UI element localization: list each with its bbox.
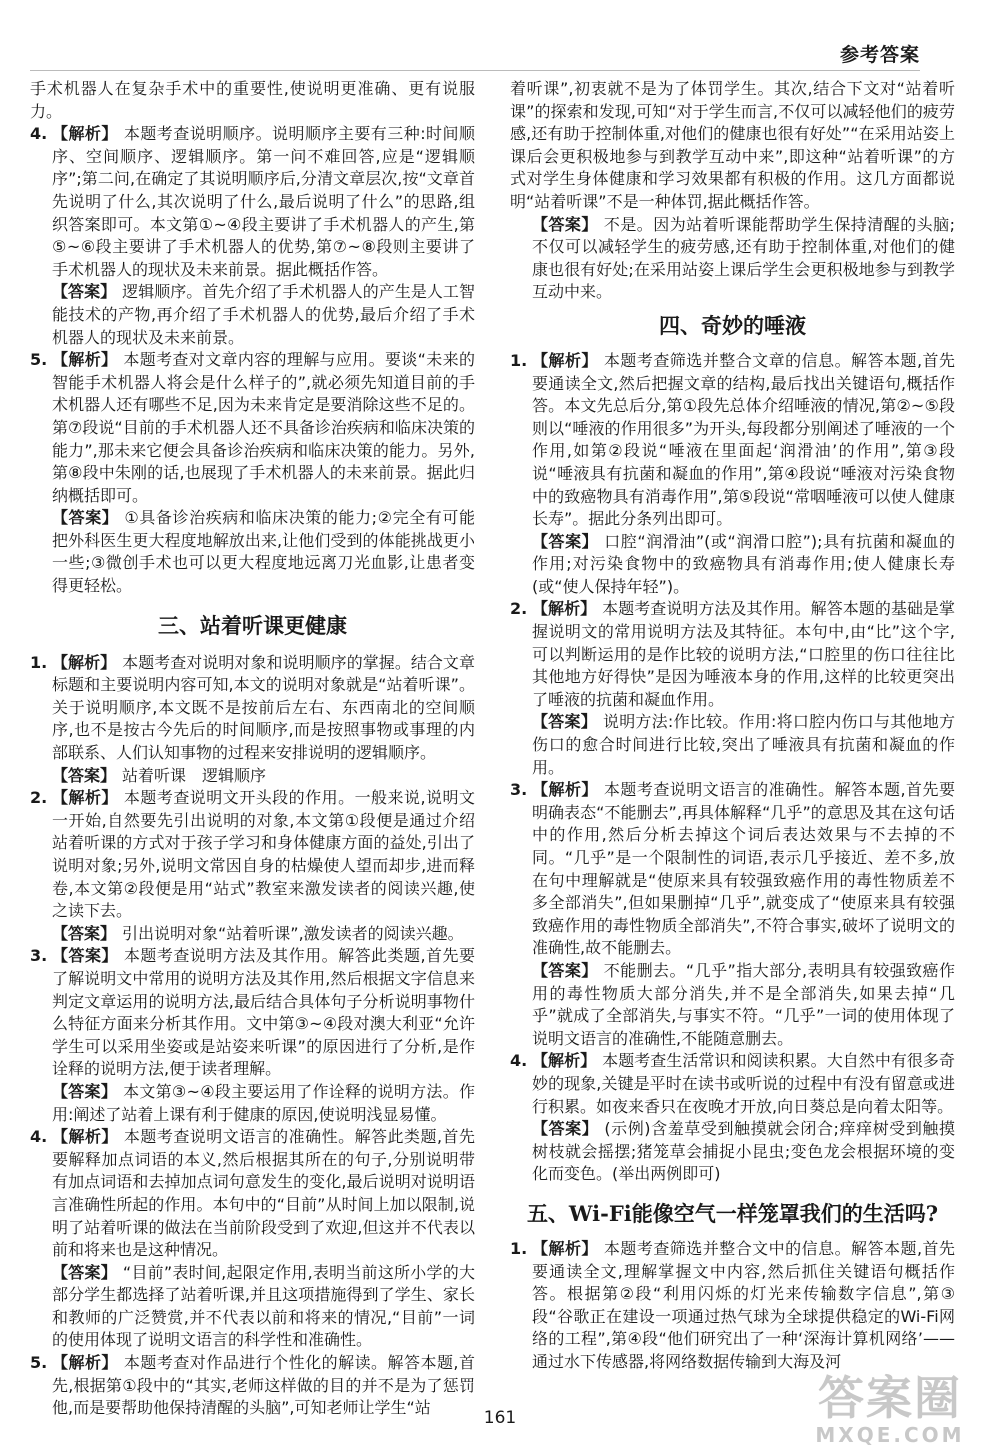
section-title: 四、奇妙的唾液	[659, 312, 806, 338]
analysis-text: 本题考查说明文语言的准确性。解答此类题,首先要解释加点词语的本义,然后根据其所在的句子,分别说明带有加点词语和去掉加点词句意发生的变化,最后说明对说明语言准确性所起的作用。本句中的“目前”从时间上加以限制,说明了站着听课的做法在当前阶段受到了欢迎,但这并不代表以前和将来也是这种情况。	[52, 1127, 475, 1260]
sec2-item	[30, 349, 475, 598]
analysis-paragraph	[30, 652, 475, 765]
analysis-text: 本题考查筛选并整合文中的信息。解答本题,首先要通读全文,理解掌握文中内容,然后抓住关键语句概括作答。根据第②段“利用闪烁的灯光来传输数字信息”,第③段“谷歌正在建设一项通过热气球为全球提供稳定的Wi-Fi网络的工程”,第④段“他们研究出了一种‘深海计算机网络’——通过水下传感器,将网络数据传输到大海及河	[532, 1238, 955, 1371]
answer-text: 逻辑顺序。首先介绍了手术机器人的产生是人工智能技术的产物,再介绍了手术机器人的优势,最后介绍了手术机器人的现状及未来前景。	[52, 282, 475, 347]
item-number: 5.	[30, 350, 48, 370]
answer-text: 口腔“润滑油”(或“润滑口腔”);具有抗菌和凝血的作用;对污染食物中的致癌物具有消毒作用;使人健康长寿(或“使人保持年轻”)。	[532, 531, 955, 596]
analysis-paragraph	[30, 945, 475, 1081]
answer-paragraph	[30, 507, 475, 597]
analysis-tag: 【解析】	[52, 1127, 118, 1147]
answer-text: 本文第③~④段主要运用了作诠释的说明方法。作用:阐述了站着上课有利于健康的原因,使说明浅显易懂。	[52, 1081, 475, 1124]
analysis-tag: 【解析】	[52, 350, 118, 370]
answer-paragraph	[510, 960, 955, 1050]
item-number: 1.	[510, 350, 528, 370]
analysis-text: 本题考查对作品进行个性化的解读。解答本题,首先,根据第①段中的“其实,老师这样做的目的并不是为了惩罚他,而是要帮助他保持清醒的头脑”,可知老师让学生“站	[52, 1353, 475, 1418]
item-number: 4.	[30, 124, 48, 144]
item-number: 1.	[510, 1238, 528, 1258]
analysis-tag: 【解析】	[532, 599, 597, 619]
analysis-paragraph	[30, 349, 475, 507]
answer-paragraph	[30, 281, 475, 349]
item-number: 4.	[510, 1051, 528, 1071]
analysis-tag: 【解析】	[52, 124, 118, 144]
page-number: 161	[483, 1408, 517, 1428]
analysis-text: 本题考查生活常识和阅读积累。大自然中有很多奇妙的现象,关键是平时在读书或听说的过程中有没有留意或进行积累。如夜来香只在夜晚才开放,向日葵总是向着太阳等。	[532, 1051, 955, 1116]
answer-tag: 【答案】	[52, 923, 117, 943]
analysis-tag: 【解析】	[532, 350, 598, 370]
analysis-text: 本题考查对说明对象和说明顺序的掌握。结合文章标题和主要说明内容可知,本文的说明对象就是“站着听课”。关于说明顺序,本文既不是按前后左右、东西南北的空间顺序,也不是按古今先后的时间顺序,而是按照事物或事理的内部联系、人们认知事物的过程来安排说明的逻辑顺序。	[52, 652, 475, 763]
answer-tag: 【答案】	[532, 531, 599, 551]
analysis-tag: 【解析】	[52, 788, 118, 808]
item-number: 2.	[510, 599, 528, 619]
answer-tag: 【答案】	[532, 214, 598, 234]
analysis-paragraph	[30, 1126, 475, 1262]
analysis-paragraph	[510, 1238, 955, 1374]
answer-text: 不是。因为站着听课能帮助学生保持清醒的头脑;不仅可以减轻学生的疲劳感,还有助于控制体重,对他们的健康也很有好处;在采用站姿上课后学生会更积极地参与到教学互动中来。	[532, 214, 955, 302]
analysis-text: 本题考查说明方法及其作用。解答此类题,首先要了解说明文中常用的说明方法及其作用,然后根据文字信息来判定文章运用的说明方法,最后结合具体句子分析说明事物什么特征方面来分析其作用。文中第③~④段对澳大利亚“允许学生可以采用坐姿或是站姿来听课”的原因进行了分析,是作诠释的说明方法,便于读者理解。	[52, 946, 475, 1079]
section-title: 五、Wi-Fi能像空气一样笼罩我们的生活吗?	[526, 1200, 939, 1226]
item-number: 4.	[30, 1127, 48, 1147]
analysis-paragraph	[510, 350, 955, 531]
analysis-tag: 【解析】	[532, 780, 598, 800]
watermark-logo	[790, 1372, 990, 1450]
analysis-paragraph	[510, 598, 955, 711]
answer-paragraph	[30, 1081, 475, 1126]
item-number: 5.	[30, 1353, 48, 1373]
section-title: 三、站着听课更健康	[158, 612, 347, 638]
analysis-tag: 【解析】	[532, 1051, 597, 1071]
answer-text: (示例)含羞草受到触摸就会闭合;痒痒树受到触摸树枝就会摇摆;猪笼草会捕捉小昆虫;变色龙会根据环境的变化而变色。(举出两例即可)	[532, 1119, 955, 1184]
answer-text: ①具备诊治疾病和临床决策的能力;②完全有可能把外科医生更大程度地解放出来,让他们受到的体能挑战更小一些;③微创手术也可以更大程度地远离刀光血影,让患者变得更轻松。	[52, 508, 475, 596]
sec3-item	[30, 945, 475, 1126]
sec4-item	[510, 350, 955, 599]
answer-text: 引出说明对象“站着听课”,激发读者的阅读兴趣。	[122, 923, 464, 943]
analysis-text: 本题考查对文章内容的理解与应用。要谈“未来的智能手术机器人将会是什么样子的”,就必须先知道目前的手术机器人还有哪些不足,因为未来肯定是要消除这些不足的。第⑦段说“目前的手术机器人还不具备诊治疾病和临床决策的能力”,那未来它便会具备诊治疾病和临床决策的能力。另外,第⑧段中朱刚的话,也展现了手术机器人的未来前景。据此归纳概括即可。	[52, 350, 475, 505]
sec5-item	[510, 1238, 955, 1374]
continuation-paragraph: 着听课”,初衷就不是为了体罚学生。其次,结合下文对“站着听课”的探索和发现,可知“对于学生而言,不仅可以减轻他们的疲劳感,还有助于控制体重,对他们的健康也很有好处”“在采用站姿上课后会更积极地参与到教学互动中来”,即这种“站着听课”的方式对学生身体健康和学习效果都有积极的作用。这几方面都说明“站着听课”不是一种体罚,据此概括作答。	[510, 79, 955, 211]
answer-text: “目前”表时间,起限定作用,表明当前这所小学的大部分学生都选择了站着听课,并且这项措施得到了学生、家长和教师的广泛赞赏,并不代表以前和将来的情况,“目前”一词的使用体现了说明文语言的科学性和准确性。	[52, 1262, 475, 1350]
header-title: 参考答案	[839, 44, 920, 66]
analysis-paragraph	[510, 1050, 955, 1118]
item-number: 2.	[30, 788, 48, 808]
lead-paragraph: 手术机器人在复杂手术中的重要性,使说明更准确、更有说服力。	[30, 79, 475, 121]
right-column	[510, 78, 955, 1373]
analysis-tag: 【解析】	[532, 1238, 598, 1258]
item-number: 3.	[510, 780, 528, 800]
analysis-tag: 【解析】	[52, 1353, 118, 1373]
left-column	[30, 78, 475, 1420]
answer-tag: 【答案】	[52, 765, 117, 785]
analysis-text: 本题考查说明方法及其作用。解答本题的基础是掌握说明文的常用说明方法及其特征。本句中,由“比”这个字,可以判断运用的是作比较的说明方法,“口腔里的伤口往往比其他地方好得快”是因为唾液本身的作用,这样的比较更突出了唾液的抗菌和凝血作用。	[532, 599, 955, 709]
answer-tag: 【答案】	[532, 1119, 599, 1139]
analysis-text: 本题考查说明文语言的准确性。解答本题,首先要明确表态“不能删去”,再具体解释“几乎”的意思及其在这句话中的作用,然后分析去掉这个词后表达效果与不去掉的不同。“几乎”是一个限制性的词语,表示几乎接近、差不多,放在句中理解就是“使原来具有较强致癌作用的毒性物质差不多全部消失”,但如果删掉“几乎”,就变成了“使原来具有较强致癌作用的毒性物质全部消失”,不符合事实,破坏了说明文的准确性,故不能删去。	[532, 780, 955, 958]
answer-paragraph	[510, 531, 955, 599]
answer-paragraph	[510, 214, 955, 304]
answer-paragraph	[510, 711, 955, 779]
sec3-item	[30, 652, 475, 788]
answer-text: 不能删去。“几乎”指大部分,表明具有较强致癌作用的毒性物质大部分消失,并不是全部消失,如果去掉“几乎”就成了全部消失,与事实不符。“几乎”一词的使用体现了说明文语言的准确性,不能随意删去。	[532, 960, 955, 1048]
analysis-text: 本题考查筛选并整合文章的信息。解答本题,首先要通读全文,然后把握文章的结构,最后找出关键语句,概括作答。本文先总后分,第①段先总体介绍唾液的情况,第②~⑤段则以“唾液的作用很多”为开头,每段都分别阐述了唾液的一个作用,如第②段说“唾液在里面起‘润滑油’的作用”,第③段说“唾液具有抗菌和凝血的作用”,第④段说“唾液对污染食物中的致癌物具有消毒作用”,第⑤段说“常咽唾液可以使人健康长寿”。据此分条列出即可。	[532, 350, 955, 529]
watermark-sub: MXQE.COM	[815, 1423, 965, 1447]
sec4-item	[510, 779, 955, 1050]
answer-tag: 【答案】	[52, 508, 119, 528]
analysis-paragraph	[30, 787, 475, 923]
analysis-tag: 【答案】	[52, 946, 118, 966]
sec3-item	[30, 1126, 475, 1352]
answer-tag: 【答案】	[52, 1262, 117, 1282]
answer-paragraph	[510, 1118, 955, 1186]
analysis-text: 本题考查说明顺序。说明顺序主要有三种:时间顺序、空间顺序、逻辑顺序。第一问不难回答,应是“逻辑顺序”;第二问,在确定了其说明顺序后,分清文章层次,按“文章首先说明了什么,其次说明了什么,最后说明了什么”的思路,组织答案即可。本文第①~④段主要讲了手术机器人的产生,第⑤~⑥段主要讲了手术机器人的优势,第⑦~⑧段则主要讲了手术机器人的现状及未来前景。据此概括作答。	[52, 124, 475, 279]
analysis-paragraph	[30, 123, 475, 281]
answer-tag: 【答案】	[532, 960, 598, 980]
analysis-text: 本题考查说明文开头段的作用。一般来说,说明文一开始,自然要先引出说明的对象,本文第①段便是通过介绍站着听课的方式对于孩子学习和身体健康方面的益处,引出了说明对象;另外,说明文常因自身的枯燥使人望而却步,进而释卷,本文第②段便是用“站式”教室来激发读者的阅读兴趣,使之读下去。	[52, 788, 475, 921]
answer-tag: 【答案】	[532, 712, 597, 732]
answer-text: 站着听课 逻辑顺序	[122, 765, 267, 785]
answer-paragraph	[30, 923, 475, 946]
header-rule	[30, 70, 920, 71]
analysis-tag: 【解析】	[52, 652, 117, 672]
answer-paragraph	[30, 1262, 475, 1352]
sec2-item	[30, 123, 475, 349]
answer-text: 说明方法:作比较。作用:将口腔内伤口与其他地方伤口的愈合时间进行比较,突出了唾液具有抗菌和凝血的作用。	[532, 712, 955, 777]
analysis-paragraph	[510, 779, 955, 960]
sec4-item	[510, 598, 955, 779]
sec4-item	[510, 1050, 955, 1186]
item-number: 3.	[30, 946, 48, 966]
watermark-main: 答案圈	[818, 1371, 962, 1425]
answer-tag: 【答案】	[52, 1081, 118, 1101]
sec3-item	[30, 787, 475, 945]
item-number: 1.	[30, 652, 48, 672]
answer-paragraph	[30, 765, 475, 788]
answer-tag: 【答案】	[52, 282, 117, 302]
